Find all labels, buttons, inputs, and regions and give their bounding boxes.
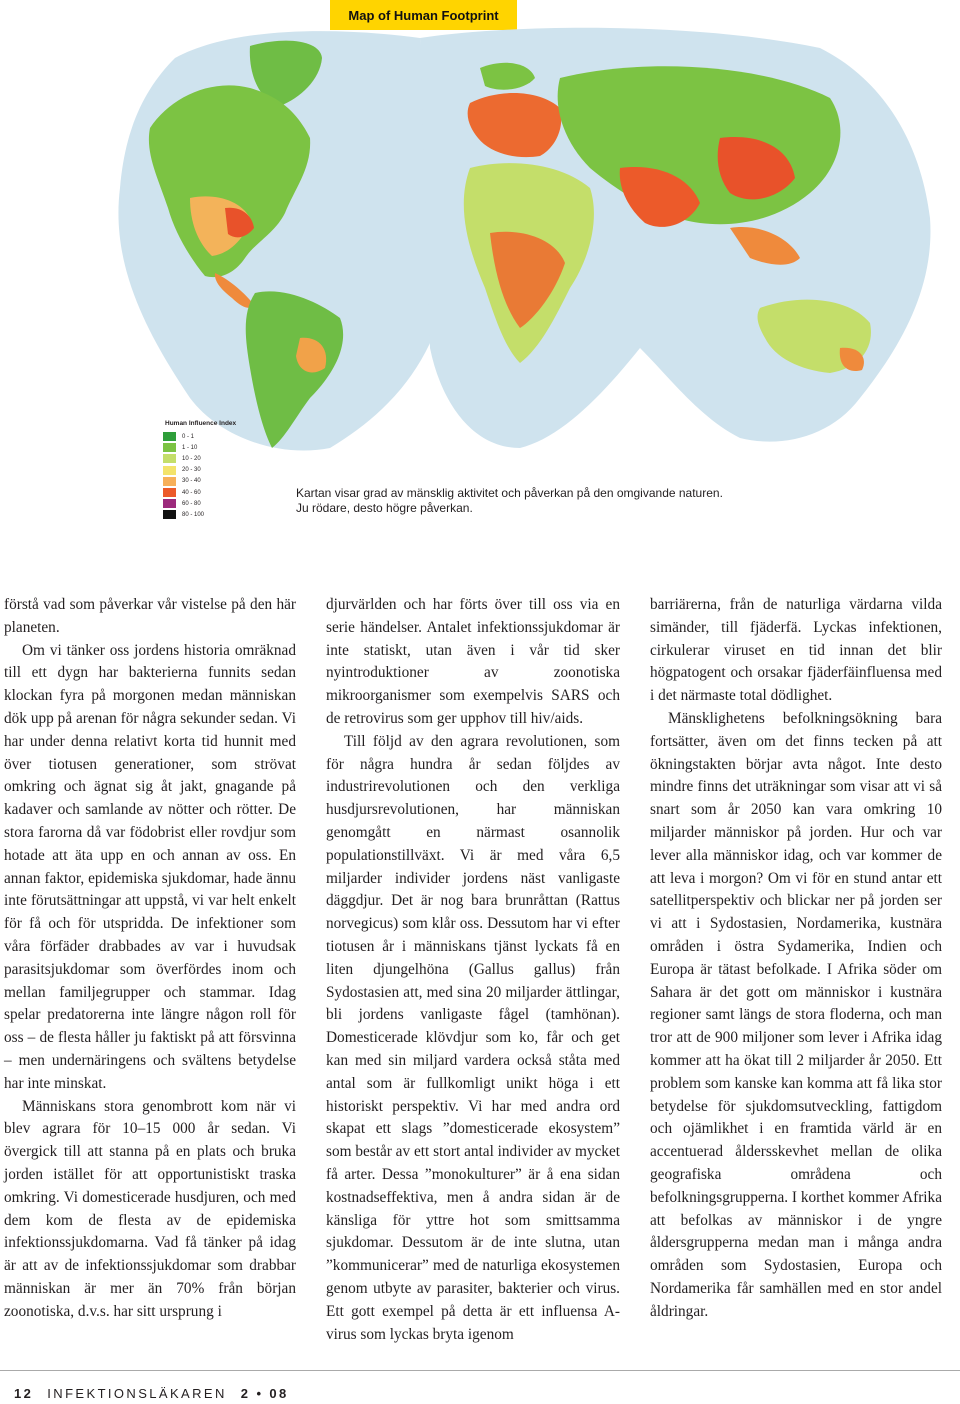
legend-label: 20 - 30 bbox=[182, 467, 201, 474]
legend-item bbox=[163, 431, 263, 442]
legend-item bbox=[163, 442, 263, 453]
issue-number: 2 • 08 bbox=[240, 1386, 289, 1401]
legend-swatch bbox=[163, 510, 176, 519]
legend-swatch bbox=[163, 454, 176, 463]
legend-item bbox=[163, 509, 263, 520]
legend-swatch bbox=[163, 477, 176, 486]
paragraph: Om vi tänker oss jordens historia omräknad till ett dygn har bakterierna funnits sedan klockan fyra på morgonen medan människan dök upp på arenan för några sekunder sedan. Vi har under denna relativt korta tid hunnit med över tiotusen generationer, som strövat omkring och ägnat sig åt jakt, gnagande på kadaver och samlande av nötter och rötter. De stora farorna då var födobrist eller rovdjur som hotade att äta upp en och annan av oss. En annan faktor, epidemiska sjukdomar, hade ännu inte förutsättningar att uppstå, vi var helt enkelt för få och för utspridda. De infektioner som våra förfäder drabbades av var i huvudsak parasitsjukdomar som överfördes inom och mellan familjegrupper och stammar. Idag spelar predatorerna inte längre någon roll för oss – de flesta håller ju faktiskt på att försvinna – men undernäringens och svältens betydelse har inte minskat. bbox=[4, 641, 296, 1092]
paragraph: barriärerna, från de naturliga värdarna vilda simänder, till fjäderfä. Lyckas infektionen, cirkulerar viruset en tid innan det blir högpatogent och orsakar fjäderfäinfluensa med i det närmaste total dödlighet. bbox=[650, 596, 942, 705]
legend-label: 80 - 100 bbox=[182, 511, 205, 518]
legend-item bbox=[163, 487, 263, 498]
legend-label: 40 - 60 bbox=[182, 489, 201, 496]
world-map bbox=[0, 18, 960, 478]
paragraph: Mänsklighetens befolkningsökning bara fortsätter, även om det finns tecken på att ökningstakten börjar avta något. Inte desto mindre finns det uträkningar som visar att vi så snart som år 2050 kan vara omkring 10 miljarder människor på jorden. Hur och var lever alla människor idag, och var kommer de att leva i morgon? Om vi för en stund antar ett satellitperspektiv och blickar ner på jorden ser vi att i Sydostasien, Nordamerika, kustnära områden i östra Sydamerika, Indien och Europa är tätast befolkade. I Afrika söder om Sahara är det gott om människor i kustnära regioner samt längs de stora floderna, och man tror att de 900 miljoner som lever i Afrika idag kommer att ha ökat till 2 miljarder år 2050. Ett problem som kanske kan komma att få lika stor betydelse för sjukdomsutveckling, fattigdom och ojämlikhet i en framtida värld är en accentuerad åldersskevhet mellan de olika geografiska områdena och befolkningsgrupperna. I korthet kommer Afrika att befolkas av människor i de yngre åldersgrupperna medan man i många andra områden som Sydostasien, Europa och Nordamerika får samhällen med en stor andel åldringar. bbox=[650, 709, 942, 1320]
page-title: Map of Human Footprint bbox=[348, 7, 499, 23]
paragraph: Till följd av den agrara revolutionen, som för några hundra år sedan följdes av industrirevolutionen och den verkliga husdjursrevolutionen, har människan genomgått en närmast osannolik populationstillväxt. Vi är med våra 6,5 miljarder individer jordens näst vanligaste däggdjur. Det är nog bara brunråttan (Rattus norvegicus) som klår oss. Dessutom har vi efter tiotusen år i människans tjänst lyckats få en liten djungelhöna (Gallus gallus) från Sydostasien att, med sina 20 miljarder ättlingar, bli jordens vanligaste fågel (tamhönan). Domesticerade klövdjur som ko, får och get kan med sin miljard vardera också ståta med antal som är fullkomligt unikt höga i ett historiskt perspektiv. Vi har med andra ord skapat ett slags ”domesticerade ekosystem” som består av ett stort antal individer av mycket få arter. Dessa ”monokulturer” är å ena sidan kostnadseffektiva, men å andra sidan är de känsliga för yttre hot som smittsamma sjukdomar. Dessutom är de inte slutna, utan ”kommunicerar” med de naturliga ekosystemen genom utbyte av parasiter, bakterier och virus. Ett gott exempel på detta är ett influensa A-virus som lyckas bryta igenom bbox=[326, 732, 620, 1343]
legend-item bbox=[163, 476, 263, 487]
footer-divider bbox=[0, 1370, 960, 1371]
legend-title: Human Influence Index bbox=[165, 420, 237, 427]
caption-line-2: Ju rödare, desto högre påverkan. bbox=[296, 501, 473, 515]
map-caption bbox=[296, 486, 816, 516]
page-number: 12 bbox=[14, 1386, 34, 1401]
legend-item bbox=[163, 465, 263, 476]
legend-label: 1 - 10 bbox=[182, 444, 198, 451]
paragraph: Människans stora genombrott kom när vi blev agrara för 10–15 000 år sedan. Vi övergick till att stanna på en plats och bruka jorden istället för att opportunistiskt traska omkring. Vi domesticerade husdjuren, och med dem kom de flesta av de epidemiska infektionssjukdomarna. Vad få tänker på idag är att av de infektionssjukdomar som drabbar människan är mer än 70% från början zoonotiska, d.v.s. har sitt ursprung i bbox=[4, 1097, 296, 1320]
legend-swatch bbox=[163, 443, 176, 452]
legend-label: 30 - 40 bbox=[182, 478, 201, 485]
legend-swatch bbox=[163, 466, 176, 475]
paragraph: förstå vad som påverkar vår vistelse på den här planeten. bbox=[4, 596, 296, 636]
legend-item bbox=[163, 498, 263, 509]
legend-label: 0 - 1 bbox=[182, 433, 195, 440]
legend-label: 60 - 80 bbox=[182, 500, 201, 507]
human-influence-legend bbox=[163, 420, 263, 540]
text-column-2 bbox=[326, 594, 620, 1346]
legend-rows bbox=[163, 431, 263, 521]
caption-line-1: Kartan visar grad av mänsklig aktivitet och påverkan på den omgivande naturen. bbox=[296, 486, 723, 500]
text-column-1 bbox=[4, 594, 296, 1324]
legend-item bbox=[163, 453, 263, 464]
text-column-3 bbox=[650, 594, 942, 1324]
legend-swatch bbox=[163, 499, 176, 508]
journal-name: INFEKTIONSLÄKAREN bbox=[47, 1386, 227, 1401]
legend-label: 10 - 20 bbox=[182, 455, 201, 462]
legend-swatch bbox=[163, 432, 176, 441]
page-footer bbox=[6, 1386, 289, 1401]
paragraph: djurvärlden och har förts över till oss via en serie händelser. Antalet infektionssjukdomar är inte statiskt, utan även i vår tid sker nyintroduktioner av zoonotiska mikroorganismer som exempelvis SARS och de retrovirus som ger upphov till hiv/aids. bbox=[326, 596, 620, 727]
legend-swatch bbox=[163, 488, 176, 497]
